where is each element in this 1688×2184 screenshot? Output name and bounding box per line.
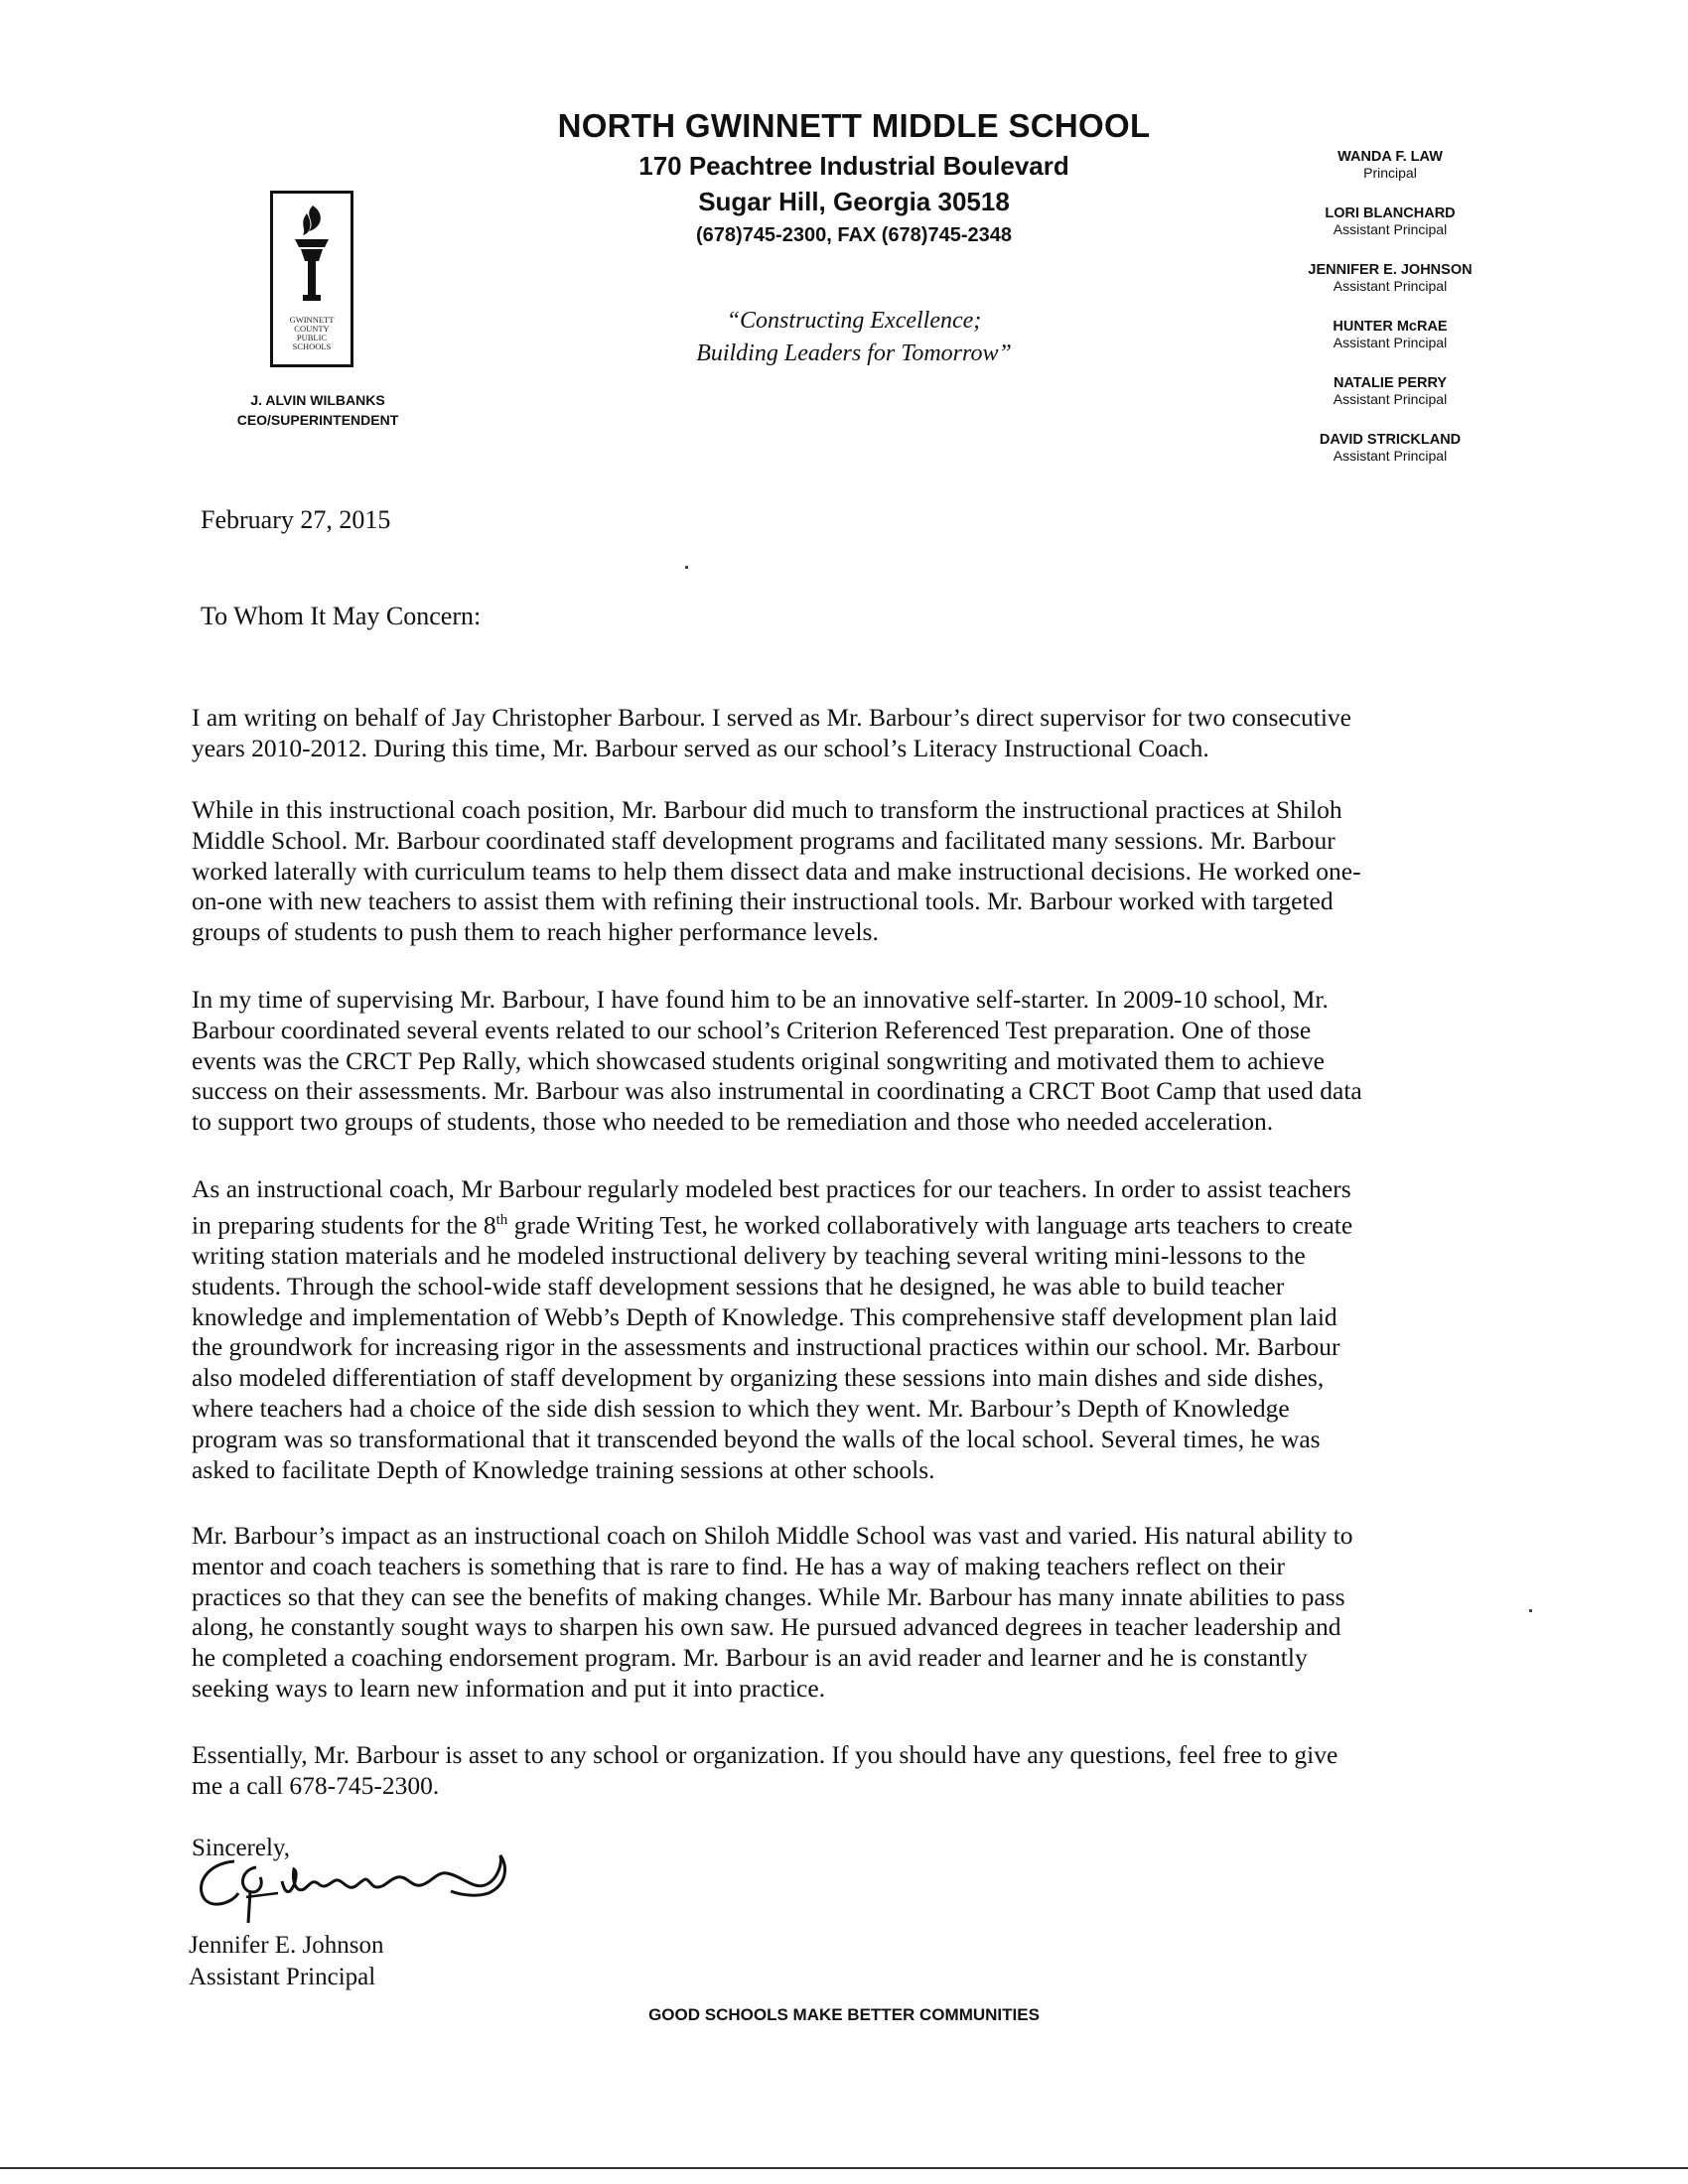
text-line: In my time of supervising Mr. Barbour, I have found him to be an innovative self-starter. In 2009-10 school, Mr. [192,985,1329,1014]
text-line: groups of students to push them to reach higher performance levels. [192,917,879,947]
text-line: I am writing on behalf of Jay Christopher Barbour. I served as Mr. Barbour’s direct supervisor for two consecutive [192,703,1351,732]
staff-title: Principal [1363,165,1417,181]
paragraph-3 [192,985,1497,1138]
staff-name: HUNTER McRAE [1333,319,1448,335]
text-fragment: grade Writing Test, he worked collaboratively with language arts teachers to create [507,1210,1353,1240]
school-name: NORTH GWINNETT MIDDLE SCHOOL [557,107,1151,144]
superintendent-name: J. ALVIN WILBANKS [250,392,385,408]
text-fragment: in preparing students for the 8 [192,1210,496,1240]
staff-title: Assistant Principal [1333,278,1448,294]
text-line: Essentially, Mr. Barbour is asset to any school or organization. If you should have any questions, feel free to give [192,1740,1338,1769]
signer-name: Jennifer E. Johnson [189,1932,384,1959]
text-line: asked to facilitate Depth of Knowledge training sessions at other schools. [192,1454,935,1484]
staff-title: Assistant Principal [1333,335,1448,350]
text-line: knowledge and implementation of Webb’s Depth of Knowledge. This comprehensive staff development plan laid [192,1301,1337,1331]
address-line-1: 170 Peachtree Industrial Boulevard [638,151,1069,181]
staff-name: NATALIE PERRY [1333,375,1448,391]
motto-line-1: “Constructing Excellence; [726,308,982,334]
staff-title: Assistant Principal [1333,221,1448,237]
text-line: While in this instructional coach position, Mr. Barbour did much to transform the instructional practices at Shiloh [192,795,1342,824]
motto-line-2: Building Leaders for Tomorrow” [696,341,1012,366]
staff-entry [1271,319,1509,350]
text-line: Barbour coordinated several events related to our school’s Criterion Referenced Test preparation. One of those [192,1015,1312,1044]
text-line: practices so that they can see the benefits of making changes. While Mr. Barbour has many innate abilities to pass [192,1581,1345,1611]
text-line: program was so transformational that it transcended beyond the walls of the local school. Several times, he was [192,1424,1321,1453]
text-line: to support two groups of students, those who needed to be remediation and those who needed acceleration. [192,1107,1274,1137]
page-edge-line [0,2167,1688,2169]
paragraph-4 [192,1174,1497,1485]
paragraph-2 [192,795,1497,948]
staff-name: DAVID STRICKLAND [1319,432,1462,448]
text-line: along, he constantly sought ways to sharpen his own saw. He pursued advanced degrees in teacher leadership and [192,1612,1341,1642]
text-line: the groundwork for increasing rigor in the assessments and instructional practices within our school. Mr. Barbour [192,1332,1340,1362]
signer-title: Assistant Principal [189,1964,376,1990]
paragraph-6 [192,1740,1497,1802]
phone-fax: (678)745-2300, FAX (678)745-2348 [696,224,1012,246]
text-line: writing station materials and he modeled instructional delivery by teaching several writing mini-lessons to the [192,1241,1306,1271]
text-line: events was the CRCT Pep Rally, which showcased students original songwriting and motivated them to achieve [192,1045,1325,1075]
text-line: also modeled differentiation of staff development by organizing these sessions into main dishes and side dishes, [192,1363,1325,1393]
text-line: students. Through the school-wide staff development sessions that he designed, he was able to build teacher [192,1271,1285,1300]
salutation: To Whom It May Concern: [201,602,482,630]
text-line [192,1205,1497,1241]
text-line: Middle School. Mr. Barbour coordinated staff development programs and facilitated many sessions. Mr. Barbour [192,825,1336,855]
staff-entry [1271,205,1509,237]
footer-slogan: GOOD SCHOOLS MAKE BETTER COMMUNITIES [648,2005,1040,2024]
closing: Sincerely, [192,1835,291,1861]
ordinal-suffix: th [495,1211,508,1228]
text-line: As an instructional coach, Mr Barbour regularly modeled best practices for our teachers. In order to assist teachers [192,1174,1351,1203]
staff-entry [1271,375,1509,407]
staff-name: JENNIFER E. JOHNSON [1308,262,1473,278]
paragraph-1 [192,703,1497,764]
text-line: where teachers had a choice of the side dish session to which they went. Mr. Barbour’s Depth of Knowledge [192,1394,1290,1424]
staff-name: WANDA F. LAW [1337,149,1443,165]
text-line: Mr. Barbour’s impact as an instructional coach on Shiloh Middle School was vast and varied. His natural ability to [192,1521,1353,1550]
scan-speck [1529,1609,1532,1612]
address-line-2: Sugar Hill, Georgia 30518 [698,187,1010,216]
torch-icon [273,200,351,319]
staff-entry [1271,149,1509,181]
text-line: he completed a coaching endorsement program. Mr. Barbour is an avid reader and learner and he is constantly [192,1643,1308,1673]
paragraph-5 [192,1521,1497,1705]
letter-date: February 27, 2015 [201,505,391,534]
logo-text-line: GWINNETT [289,315,335,325]
text-line: success on their assessments. Mr. Barbour was also instrumental in coordinating a CRCT Boot Camp that used data [192,1076,1362,1106]
staff-entry [1271,432,1509,464]
superintendent-title: CEO/SUPERINTENDENT [236,412,399,428]
staff-entry [1271,262,1509,294]
handwritten-signature [187,1842,544,1946]
logo-text [272,316,352,351]
text-line: mentor and coach teachers is something that is rare to find. He has a way of making teachers reflect on their [192,1551,1286,1580]
text-line: me a call 678-745-2300. [192,1770,440,1800]
text-line: worked laterally with curriculum teams to help them dissect data and make instructional decisions. He worked one- [192,856,1361,886]
logo-text-line: SCHOOLS [292,341,332,351]
staff-title: Assistant Principal [1333,448,1448,464]
scan-speck [685,566,688,569]
text-line: seeking ways to learn new information and put it into practice. [192,1673,826,1703]
staff-name: LORI BLANCHARD [1325,205,1456,221]
staff-title: Assistant Principal [1333,391,1448,407]
logo-text-line: PUBLIC [296,333,328,342]
text-line: years 2010-2012. During this time, Mr. Barbour served as our school’s Literacy Instructional Coach. [192,733,1209,762]
text-line: on-one with new teachers to assist them with refining their instructional tools. Mr. Barbour worked with targeted [192,887,1334,916]
logo-text-line: COUNTY [294,324,330,334]
